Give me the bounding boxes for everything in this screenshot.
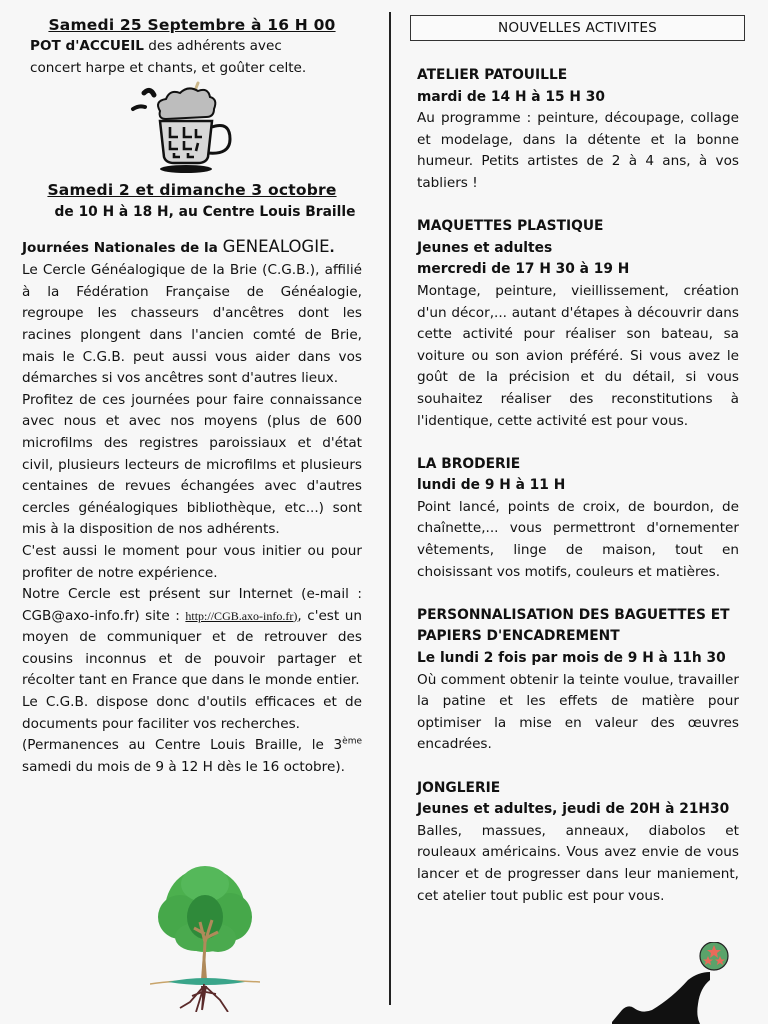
event2-title: Samedi 2 et dimanche 3 octobre <box>47 181 337 200</box>
genealogy-para-6 <box>22 735 362 778</box>
website-link[interactable]: http://CGB.axo-info.fr) <box>185 608 298 623</box>
activity-schedule: mardi de 14 H à 15 H 30 <box>417 88 605 105</box>
genealogy-para-6-before: (Permanences au Centre Louis Braille, le 3 <box>22 737 343 754</box>
event2-subtitle: de 10 H à 18 H, au Centre Louis Braille <box>54 204 356 221</box>
new-activities-box: NOUVELLES ACTIVITES <box>410 15 745 41</box>
activity-schedule: mercredi de 17 H 30 à 19 H <box>417 261 630 278</box>
activity-name: ATELIER PATOUILLE <box>417 67 568 83</box>
genealogy-para-2: Profitez de ces journées pour faire connaissance avec nous et avec nos moyens (plus de 600 microfilms des registres paroissiaux et d'état civil, plusieurs lecteurs de microfilms et plusieurs centaines de revues échangées avec d'autres cercles généalogiques bibliothèque, etc...) sont mis à la disposition de nos adhérents. <box>22 391 362 538</box>
right-column <box>417 14 739 907</box>
activity-maquettes <box>417 216 739 432</box>
activity-description: Point lancé, points de croix, de bourdon, de chaînette,... vous permettront d'ornementer vêtements, linge de maison, tout en choisissant vos motifs, couleurs et matières. <box>417 498 739 580</box>
genealogy-heading-prefix: Journées Nationales de la <box>22 240 223 257</box>
left-column <box>22 14 362 778</box>
activity-patouille <box>417 65 739 195</box>
genealogy-para-4 <box>22 584 362 692</box>
activity-audience: Jeunes et adultes <box>417 239 553 256</box>
activity-broderie <box>417 454 739 584</box>
event1-line1 <box>22 36 362 58</box>
genealogy-para-1: Le Cercle Généalogique de la Brie (C.G.B.), affilié à la Fédération Française de Généalogie, regroupe les chasseurs d'ancêtres dont les racines plongent dans l'ancien comté de Brie, mais le C.G.B. peut aussi vous aider dans vos démarches si vos ancêtres sont d'autres lieux. <box>22 262 362 387</box>
event1-title: Samedi 25 Septembre à 16 H 00 <box>48 16 336 34</box>
activity-schedule: Jeunes et adultes, jeudi de 20H à 21H30 <box>417 801 730 818</box>
genealogy-heading-suffix: . <box>329 240 335 257</box>
event1-highlight: POT d'ACCUEIL <box>30 38 144 54</box>
genealogy-heading <box>22 235 362 260</box>
genealogy-heading-word: GENEALOGIE <box>222 237 330 257</box>
activity-name: PERSONNALISATION DES BAGUETTES ET PAPIERS D'ENCADREMENT <box>417 606 730 645</box>
tree-icon <box>150 862 260 1012</box>
genealogy-para-3: C'est aussi le moment pour vous initier ou pour profiter de notre expérience. <box>22 542 362 581</box>
genealogy-para-5: Le C.G.B. dispose donc d'outils efficaces et de documents pour faciliter vos recherches. <box>22 694 362 732</box>
activity-description: Au programme : peinture, découpage, collage et modelage, dans la détente et la bonne humeur. Petits artistes de 2 à 4 ans, à vos tabliers ! <box>417 110 739 191</box>
activity-name: JONGLERIE <box>417 779 501 796</box>
ordinal-suffix: ème <box>342 736 362 747</box>
genealogy-para-6-after: samedi du mois de 9 à 12 H dès le 16 octobre). <box>22 758 345 775</box>
genealogy-para-4-before: Notre Cercle est présent sur Internet (e-mail : CGB@axo-info.fr) site : <box>22 586 362 624</box>
event1-line2: concert harpe et chants, et goûter celte. <box>30 59 307 76</box>
activity-schedule: Le lundi 2 fois par mois de 9 H à 11h 30 <box>417 650 726 667</box>
activity-description: Montage, peinture, vieillissement, création d'un décor,... autant d'étapes à découvrir dans cette activité pour réaliser son bateau, sa voiture ou son avion préféré. Si vous avez le goût de la précision et du détail, si vous souhaitez réaliser des reconstitutions à l'identique, cette activité est pour vous. <box>417 282 739 429</box>
activity-jonglerie <box>417 778 739 908</box>
activity-name: LA BRODERIE <box>417 455 521 472</box>
seal-with-ball-icon <box>612 942 762 1024</box>
activity-name: MAQUETTES PLASTIQUE <box>417 218 604 235</box>
beer-mug-icon <box>130 81 250 173</box>
event1-line1-rest: des adhérents avec <box>143 38 282 54</box>
ball-icon <box>700 942 728 970</box>
activity-encadrement <box>417 605 739 756</box>
column-divider <box>389 12 391 1005</box>
activity-description: Balles, massues, anneaux, diabolos et rouleaux américains. Vous avez envie de vous lancer et de progresser dans leur maniement, cet atelier tout public est pour vous. <box>417 822 739 904</box>
activity-schedule: lundi de 9 H à 11 H <box>417 477 566 494</box>
activity-description: Où comment obtenir la teinte voulue, travailler la patine et les effets de matière pour optimiser la mise en valeur des œuvres encadrées. <box>417 671 739 753</box>
genealogy-para-4-after: , c'est un moyen de communiquer et de retrouver des cousins inconnus et de pouvoir partager et récolter tant en France que dans le monde entier. <box>22 607 362 689</box>
